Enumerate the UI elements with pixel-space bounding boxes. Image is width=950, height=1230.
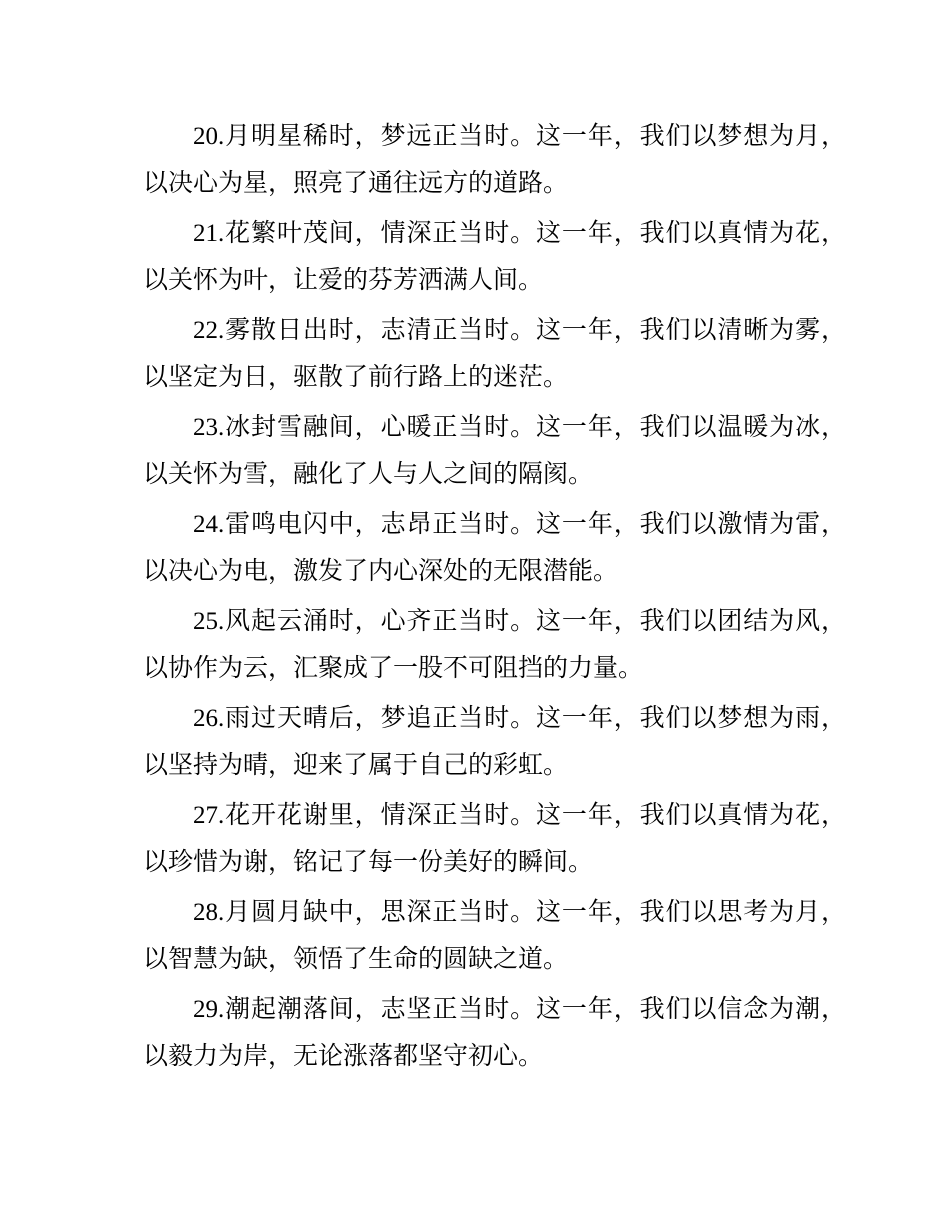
paragraph-item-20: 20.月明星稀时，梦远正当时。这一年，我们以梦想为月，以决心为星，照亮了通往远方的道路。 [143,123,846,197]
paragraph-item-28: 28.月圆月缺中，思深正当时。这一年，我们以思考为月，以智慧为缺，领悟了生命的圆缺之道。 [143,899,846,973]
paragraph-item-21: 21.花繁叶茂间，情深正当时。这一年，我们以真情为花，以关怀为叶，让爱的芬芳洒满人间。 [143,220,846,294]
paragraph-item-22: 22.雾散日出时，志清正当时。这一年，我们以清晰为雾，以坚定为日，驱散了前行路上的迷茫。 [143,317,846,391]
paragraph-item-24: 24.雷鸣电闪中，志昂正当时。这一年，我们以激情为雷，以决心为电，激发了内心深处的无限潜能。 [143,511,846,585]
paragraph-item-25: 25.风起云涌时，心齐正当时。这一年，我们以团结为风，以协作为云，汇聚成了一股不可阻挡的力量。 [143,608,846,682]
paragraph-item-23: 23.冰封雪融间，心暖正当时。这一年，我们以温暖为冰，以关怀为雪，融化了人与人之间的隔阂。 [143,414,846,488]
paragraph-item-26: 26.雨过天晴后，梦追正当时。这一年，我们以梦想为雨，以坚持为晴，迎来了属于自己的彩虹。 [143,705,846,779]
document-body [143,113,846,1080]
paragraph-item-27: 27.花开花谢里，情深正当时。这一年，我们以真情为花，以珍惜为谢，铭记了每一份美好的瞬间。 [143,802,846,876]
paragraph-item-29: 29.潮起潮落间，志坚正当时。这一年，我们以信念为潮，以毅力为岸，无论涨落都坚守初心。 [143,996,846,1070]
